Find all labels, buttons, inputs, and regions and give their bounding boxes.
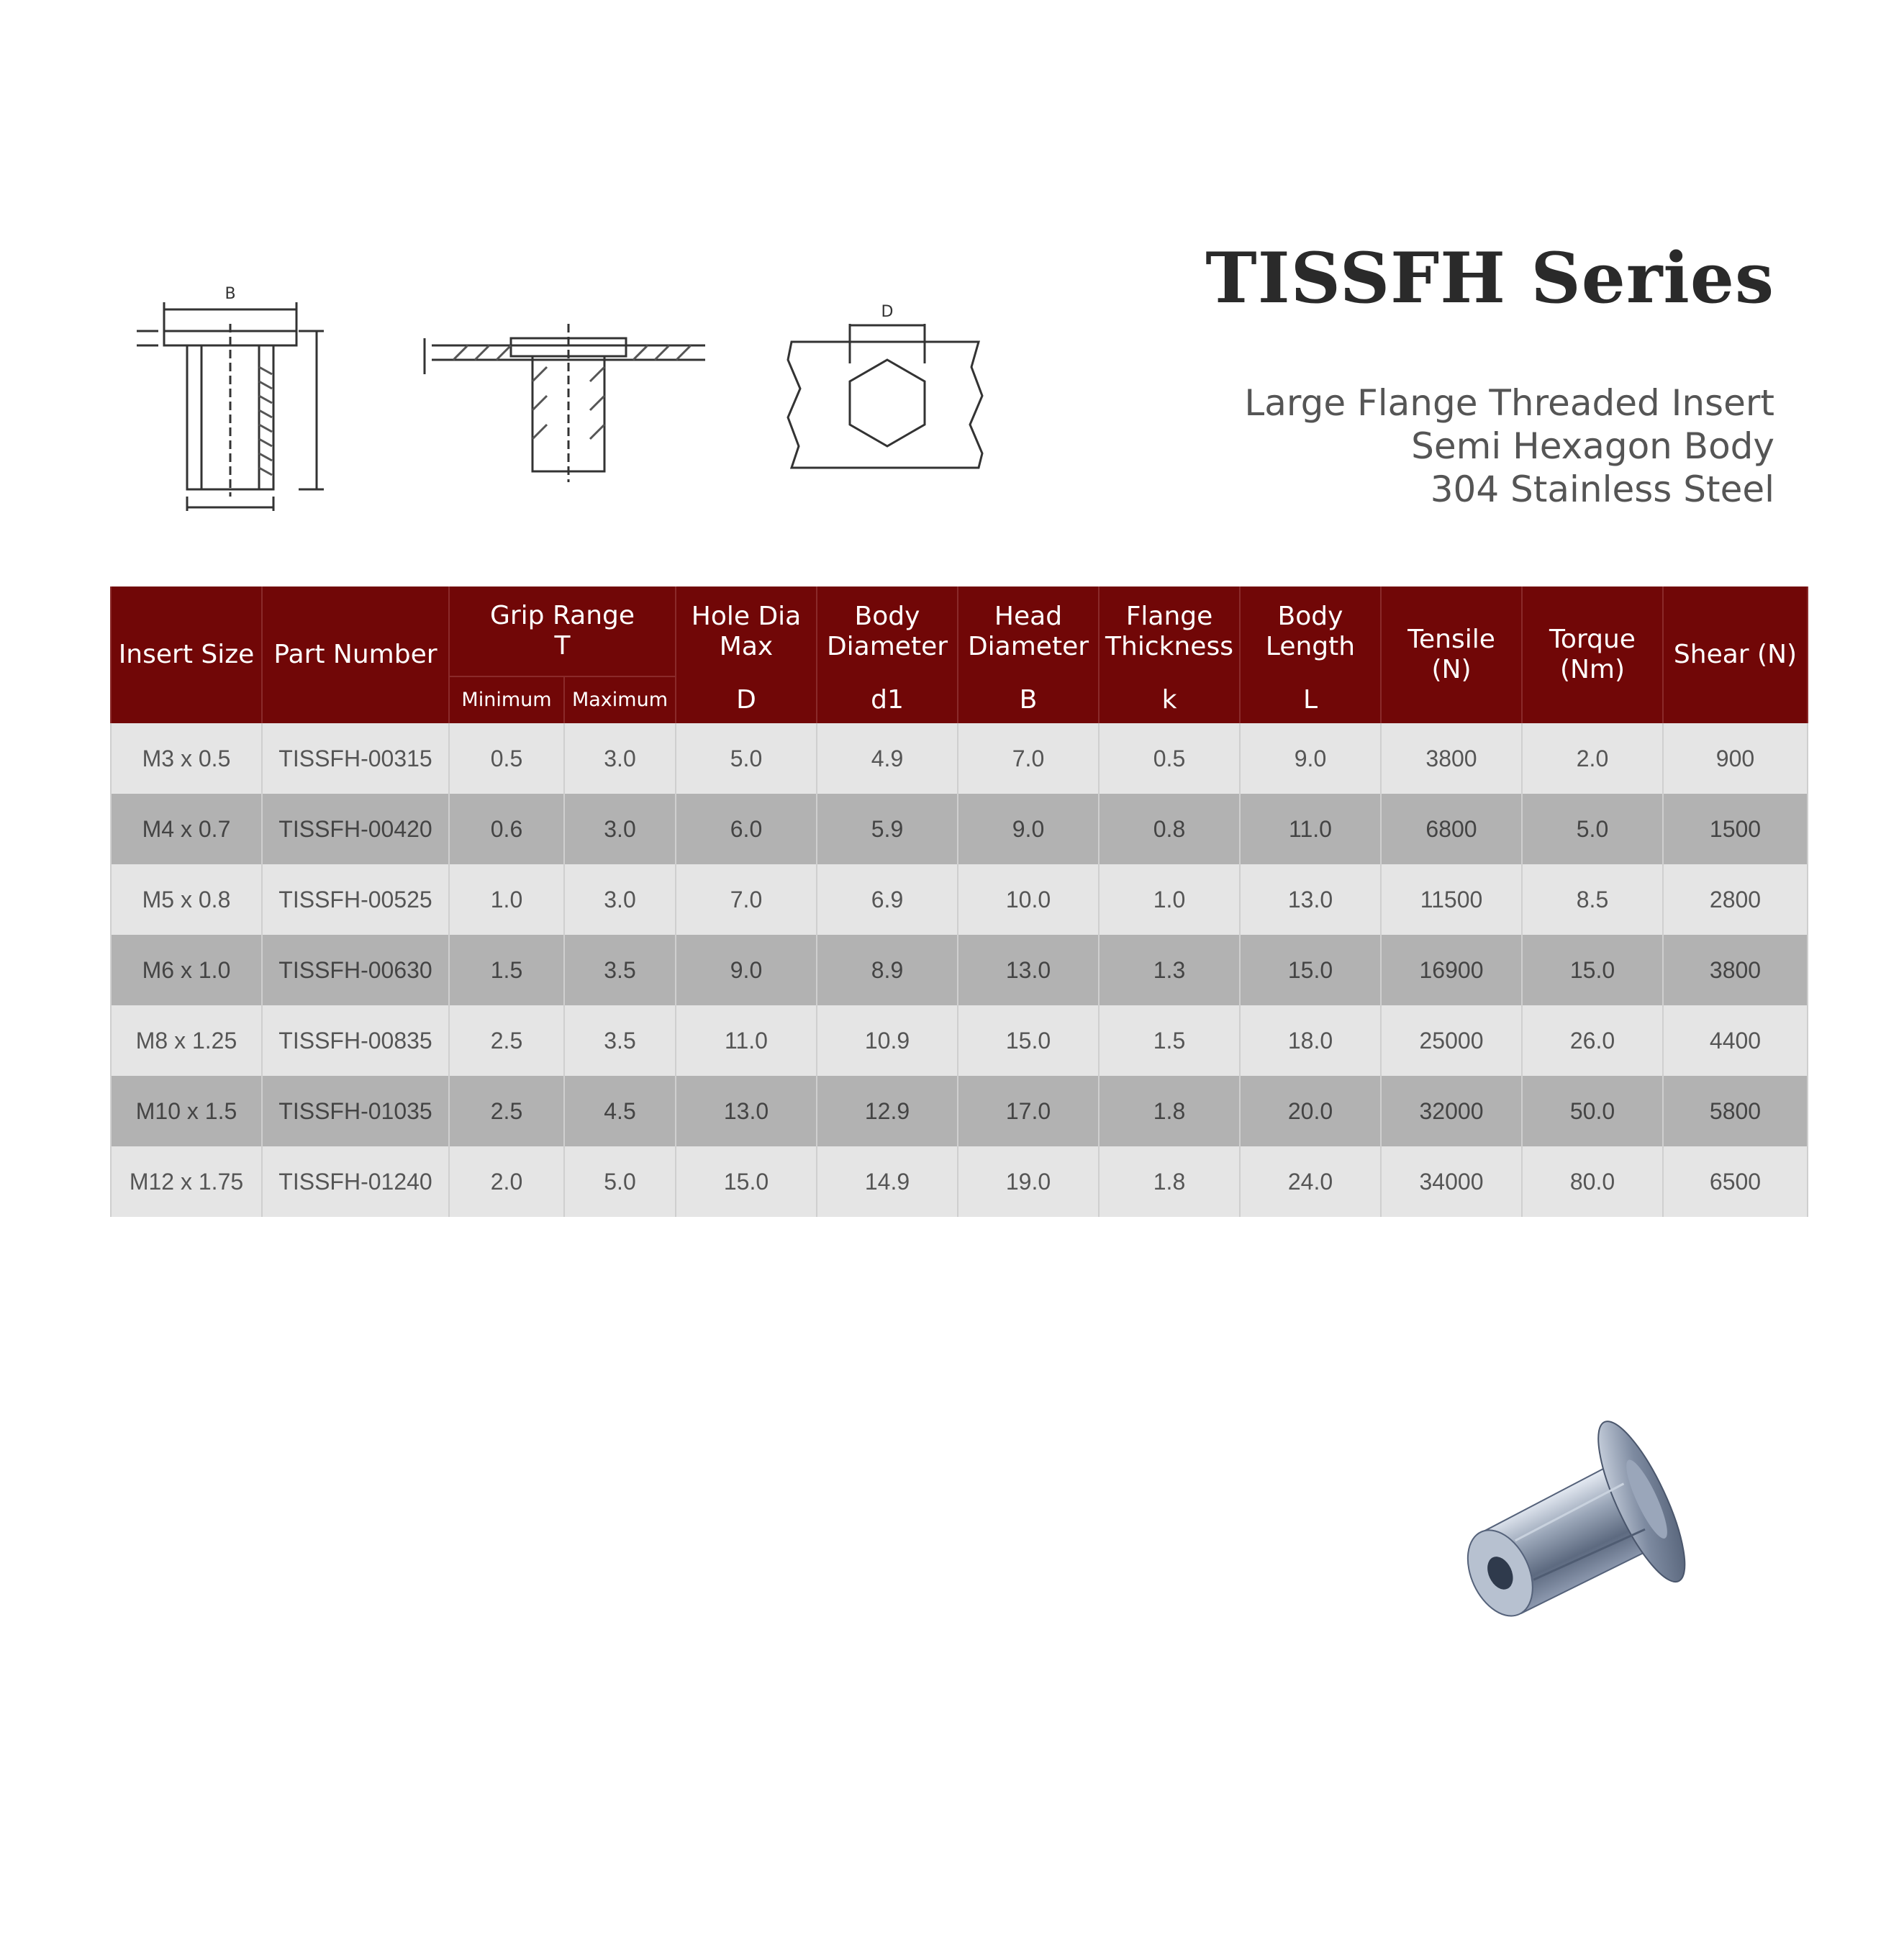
cell-d1: 5.9 <box>817 794 958 864</box>
dimension-label-d: D <box>881 303 894 321</box>
cell-size: M4 x 0.7 <box>111 794 262 864</box>
cell-l: 18.0 <box>1240 1005 1381 1076</box>
cell-max: 5.0 <box>564 1146 676 1217</box>
cell-part: TISSFH-01240 <box>262 1146 449 1217</box>
cell-max: 3.0 <box>564 723 676 794</box>
cell-hole: 5.0 <box>676 723 817 794</box>
cell-size: M3 x 0.5 <box>111 723 262 794</box>
cell-b: 15.0 <box>958 1005 1099 1076</box>
table-row <box>111 864 1808 935</box>
cell-l: 11.0 <box>1240 794 1381 864</box>
header-body-diameter: Body Diameter <box>817 586 958 676</box>
cell-b: 10.0 <box>958 864 1099 935</box>
grip-range-symbol: T <box>554 631 571 661</box>
rivet-nut-product-image <box>1439 1396 1727 1670</box>
header-part-number: Part Number <box>262 586 449 723</box>
cell-shear: 2800 <box>1663 864 1808 935</box>
cell-shear: 5800 <box>1663 1076 1808 1146</box>
cell-d1: 4.9 <box>817 723 958 794</box>
cell-hole: 13.0 <box>676 1076 817 1146</box>
cell-torque: 80.0 <box>1522 1146 1663 1217</box>
cell-max: 3.0 <box>564 864 676 935</box>
subtitle-line-2: Semi Hexagon Body <box>1411 425 1774 467</box>
header-head-diameter: Head Diameter <box>958 586 1099 676</box>
cell-torque: 26.0 <box>1522 1005 1663 1076</box>
cell-part: TISSFH-00630 <box>262 935 449 1005</box>
cell-k: 1.5 <box>1099 1005 1240 1076</box>
cell-k: 1.0 <box>1099 864 1240 935</box>
cell-torque: 2.0 <box>1522 723 1663 794</box>
cell-part: TISSFH-01035 <box>262 1076 449 1146</box>
header-head-symbol: B <box>958 676 1099 723</box>
cell-hole: 7.0 <box>676 864 817 935</box>
cell-part: TISSFH-00525 <box>262 864 449 935</box>
cell-hole: 6.0 <box>676 794 817 864</box>
header-flange-symbol: k <box>1099 676 1240 723</box>
cell-d1: 8.9 <box>817 935 958 1005</box>
cell-min: 1.0 <box>449 864 564 935</box>
cell-size: M12 x 1.75 <box>111 1146 262 1217</box>
cell-shear: 3800 <box>1663 935 1808 1005</box>
cell-tensile: 6800 <box>1381 794 1522 864</box>
header-flange-thickness: Flange Thickness <box>1099 586 1240 676</box>
header-body-dia-symbol: d1 <box>817 676 958 723</box>
cell-k: 0.8 <box>1099 794 1240 864</box>
product-description <box>1244 381 1774 511</box>
cell-shear: 900 <box>1663 723 1808 794</box>
header-tensile: Tensile (N) <box>1381 586 1522 723</box>
cell-d1: 6.9 <box>817 864 958 935</box>
cell-max: 3.0 <box>564 794 676 864</box>
subtitle-line-3: 304 Stainless Steel <box>1430 468 1774 510</box>
cell-size: M6 x 1.0 <box>111 935 262 1005</box>
header-hole-dia: Hole Dia Max <box>676 586 817 676</box>
table-row <box>111 935 1808 1005</box>
cell-l: 24.0 <box>1240 1146 1381 1217</box>
cell-tensile: 25000 <box>1381 1005 1522 1076</box>
cell-l: 13.0 <box>1240 864 1381 935</box>
cell-d1: 14.9 <box>817 1146 958 1217</box>
cell-torque: 15.0 <box>1522 935 1663 1005</box>
header-shear: Shear (N) <box>1663 586 1808 723</box>
page-title: TISSFH Series <box>1205 237 1774 319</box>
cell-part: TISSFH-00835 <box>262 1005 449 1076</box>
cell-b: 13.0 <box>958 935 1099 1005</box>
cell-shear: 1500 <box>1663 794 1808 864</box>
cell-tensile: 11500 <box>1381 864 1522 935</box>
header-grip-min: Minimum <box>449 676 564 723</box>
header-insert-size: Insert Size <box>111 586 262 723</box>
cell-min: 0.5 <box>449 723 564 794</box>
cell-k: 1.3 <box>1099 935 1240 1005</box>
cell-b: 7.0 <box>958 723 1099 794</box>
cell-hole: 15.0 <box>676 1146 817 1217</box>
cell-hole: 9.0 <box>676 935 817 1005</box>
cell-tensile: 34000 <box>1381 1146 1522 1217</box>
cell-k: 1.8 <box>1099 1146 1240 1217</box>
cell-l: 9.0 <box>1240 723 1381 794</box>
cell-min: 2.0 <box>449 1146 564 1217</box>
table-row <box>111 1076 1808 1146</box>
cell-torque: 5.0 <box>1522 794 1663 864</box>
header-grip-range <box>449 586 676 676</box>
specification-table <box>110 586 1808 1217</box>
cell-l: 15.0 <box>1240 935 1381 1005</box>
cell-max: 3.5 <box>564 935 676 1005</box>
cell-size: M10 x 1.5 <box>111 1076 262 1146</box>
cell-d1: 10.9 <box>817 1005 958 1076</box>
cell-min: 2.5 <box>449 1005 564 1076</box>
cell-hole: 11.0 <box>676 1005 817 1076</box>
header-grip-max: Maximum <box>564 676 676 723</box>
cell-b: 19.0 <box>958 1146 1099 1217</box>
cell-size: M8 x 1.25 <box>111 1005 262 1076</box>
table-row <box>111 794 1808 864</box>
header-hole-symbol: D <box>676 676 817 723</box>
cell-b: 9.0 <box>958 794 1099 864</box>
table-row <box>111 723 1808 794</box>
hexagon-hole-drawing <box>777 281 1007 518</box>
cell-tensile: 16900 <box>1381 935 1522 1005</box>
cell-k: 0.5 <box>1099 723 1240 794</box>
cell-min: 0.6 <box>449 794 564 864</box>
cell-tensile: 32000 <box>1381 1076 1522 1146</box>
cell-size: M5 x 0.8 <box>111 864 262 935</box>
cell-max: 3.5 <box>564 1005 676 1076</box>
cell-k: 1.8 <box>1099 1076 1240 1146</box>
cell-torque: 8.5 <box>1522 864 1663 935</box>
cell-d1: 12.9 <box>817 1076 958 1146</box>
cell-min: 1.5 <box>449 935 564 1005</box>
header-body-length: Body Length <box>1240 586 1381 676</box>
table-row <box>111 1005 1808 1076</box>
installed-drawing <box>417 281 720 518</box>
grip-range-label: Grip Range <box>489 601 635 630</box>
header-body-len-symbol: L <box>1240 676 1381 723</box>
cell-shear: 6500 <box>1663 1146 1808 1217</box>
table-row <box>111 1146 1808 1217</box>
technical-drawings <box>115 281 1051 518</box>
cell-part: TISSFH-00420 <box>262 794 449 864</box>
dimension-label-b: B <box>225 285 236 303</box>
cell-max: 4.5 <box>564 1076 676 1146</box>
subtitle-line-1: Large Flange Threaded Insert <box>1244 382 1774 424</box>
cell-b: 17.0 <box>958 1076 1099 1146</box>
header-torque: Torque (Nm) <box>1522 586 1663 723</box>
cell-part: TISSFH-00315 <box>262 723 449 794</box>
cell-torque: 50.0 <box>1522 1076 1663 1146</box>
cell-tensile: 3800 <box>1381 723 1522 794</box>
cell-min: 2.5 <box>449 1076 564 1146</box>
side-section-drawing <box>115 281 345 518</box>
cell-l: 20.0 <box>1240 1076 1381 1146</box>
cell-shear: 4400 <box>1663 1005 1808 1076</box>
